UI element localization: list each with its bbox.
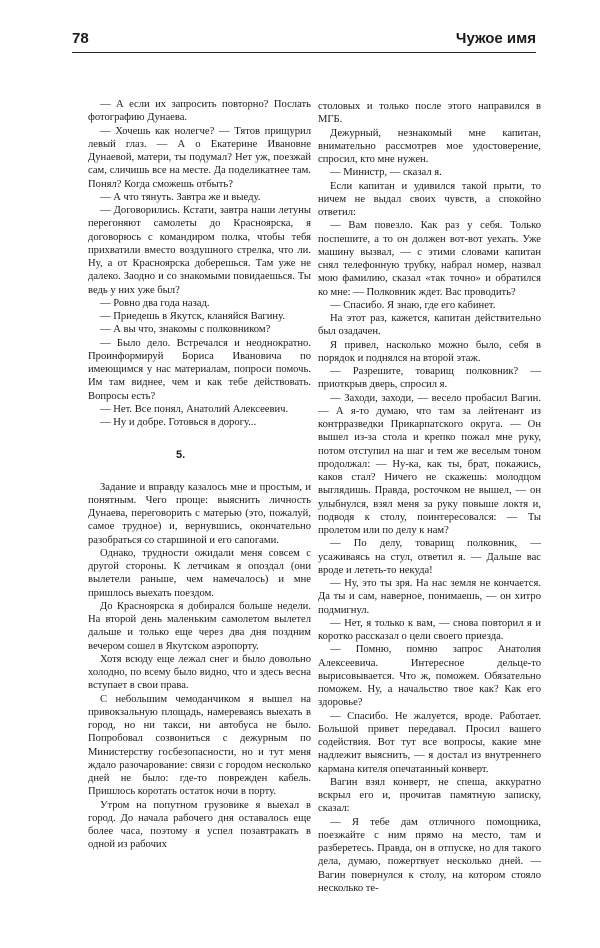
paragraph: — А вы что, знакомы с полковником? <box>100 324 271 336</box>
paragraph: С небольшим чемоданчиком я вышел на привокзальную площадь, намереваясь выехать в город, но ни такси, ни автобуса не было. Попробовал созвониться с дежурным по Министерству госбезопасности, но и тут меня ждало разочарование: связи с городом несколько дней не было: где-то поврежден кабель. Пришлось коротать остаток ночи в порту. <box>88 693 311 798</box>
paragraph: — А что тянуть. Завтра же и выеду. <box>100 191 261 203</box>
paragraph: Однако, трудности ожидали меня совсем с другой стороны. К летчикам я опоздал (они вылетели раньше, чем намечалось) и мне пришлось выехать поездом. <box>88 547 311 599</box>
paragraph: — Договорились. Кстати, завтра наши летуны перегоняют самолеты до Красноярска, я договорюсь с командиром полка, чтобы тебя прихватили вместо воздушного стрелка, что ли. Ну, а от Красноярска доберешься. Там уже не далеко. Заодно и со знакомыми повидаешься. Ты ведь у них уже был? <box>88 205 311 296</box>
right-column <box>318 100 541 895</box>
paragraph: Я привел, насколько можно было, себя в порядок и поднялся на второй этаж. <box>318 339 541 364</box>
paragraph: — Спасибо. Я знаю, где его кабинет. <box>330 299 496 311</box>
paragraph: — Было дело. Встречался и неоднократно. Проинформируй Бориса Ивановича по имеющимся у нас материалам, попроси помочь. Им там виднее, чем и как тебе действовать. Вопросы есть? <box>88 337 311 402</box>
paragraph: — Спасибо. Не жалуется, вроде. Работает. Большой привет передавал. Просил вашего содействия. Вот тут все вопросы, какие мне надлежит выяснить, — я достал из внутреннего кармана кителя опечатанный конверт. <box>318 710 541 775</box>
paragraph: — Разрешите, товарищ полковник? — приоткрыв дверь, спросил я. <box>318 366 541 391</box>
paragraph: — По делу, товарищ полковник, — усаживаясь на стул, ответил я. — Дальше вас вроде и лететь-то некуда! <box>318 538 541 576</box>
paragraph: — Я тебе дам отличного помощника, поезжайте с ним прямо на место, там и разберетесь. Правда, он в отпуске, но для такого дела, думаю, пожертвует несколько дней. — Вагин повернулся к столу, на котором стояло несколько те- <box>318 816 541 894</box>
running-title: Чужое имя <box>455 30 536 47</box>
page-number: 78 <box>72 30 89 47</box>
paragraph: — Нет, я только к вам, — снова повторил я и коротко рассказал о цели своего приезда. <box>318 617 541 642</box>
running-header <box>72 30 536 50</box>
paragraph: — Хочешь как нолегче? — Тятов прищурил левый глаз. — А о Екатерине Ивановне Дунаевой, матери, ты подумал? Нет уж, поезжай сам, сличишь все на месте. Да поделикатнее там. Понял? Когда сможешь отбыть? <box>88 125 311 190</box>
left-column <box>88 98 311 852</box>
paragraph: — Приедешь в Якутск, кланяйся Вагину. <box>100 311 285 322</box>
paragraph: Дежурный, незнакомый мне капитан, внимательно рассмотрев мое удостоверение, спросил, кто мне нужен. <box>318 127 541 165</box>
paragraph: — Министр, — сказал я. <box>330 167 442 179</box>
header-rule <box>72 52 536 53</box>
paragraph: — А если их запросить повторно? Послать фотографию Дунаева. <box>88 99 311 124</box>
paragraph: До Красноярска я добирался больше недели. На второй день маленьким самолетом вылетел дальше и только еще через два дня поздним вечером сошел в Якутском аэропорту. <box>88 600 311 652</box>
paragraph: — Ровно два года назад. <box>100 297 210 309</box>
paragraph: На этот раз, кажется, капитан действительно был озадачен. <box>318 313 541 338</box>
paragraph: Если капитан и удивился такой прыти, то ничем не выдал своих чувств, а спокойно ответил: <box>318 180 541 218</box>
paragraph: — Ну и добре. Готовься в дорогу... <box>100 417 257 428</box>
paragraph: Вагин взял конверт, не спеша, аккуратно вскрыл его и, прочитав памятную записку, сказал: <box>318 776 541 815</box>
chapter-number: 5. <box>176 449 186 462</box>
paragraph: Задание и вправду казалось мне и простым, и понятным. Чего проще: выяснить личность Дунаева, переговорить с матерью (это, пожалуй, самое трудное) и, вернувшись, окончательно разобраться со старшиной и его сапогами. <box>88 481 311 546</box>
paragraph: — Вам повезло. Как раз у себя. Только поспешите, а то он должен вот-вот уехать. Уже машину вызвал, — с этими словами капитан снял телефонную трубку, набрал номер, назвал мою фамилию, сказал «так точно» и обратился ко мне: — Полковник ждет. Вас проводить? <box>318 220 541 298</box>
paragraph: столовых и только после этого направился в МГБ. <box>318 101 541 126</box>
paragraph: — Ну, это ты зря. На нас земля не кончается. Да ты и сам, наверное, понимаешь, — он хитро подмигнул. <box>318 578 541 616</box>
paragraph: Утром на попутном грузовике я выехал в город. До начала рабочего дня оставалось еще более часа, поэтому я успел позавтракать в одной из рабочих <box>88 799 311 851</box>
paragraph: — Заходи, заходи, — весело пробасил Вагин. — А я-то думаю, что там за лейтенант из контрразведки Прикарпатского округа. — Он вышел из-за стола и крепко пожал мне руку, потом отступил на шаг и тем же веселым тоном продолжал: — Ну-ка, как ты, брат, покажись, каков стал? Ничего не скажешь: молодцом выглядишь. Правда, росточком не вышел, — он улыбнулся, взял меня за руку повыше локтя и, подводя к столу, поинтересовался: — Ты пролетом или по делу к нам? <box>318 392 541 536</box>
paragraph: — Помню, помню запрос Анатолия Алексеевича. Интересное дельце-то вырисовывается. Что ж, поможем. Обязательно поможем. Ну, а начальство твое как? Как его здоровье? <box>318 644 541 709</box>
paragraph: — Нет. Все понял, Анатолий Алексеевич. <box>100 403 289 415</box>
paragraph: Хотя всюду еще лежал снег и было довольно холодно, по всему было видно, что и здесь весна вступает в свои права. <box>88 653 311 692</box>
